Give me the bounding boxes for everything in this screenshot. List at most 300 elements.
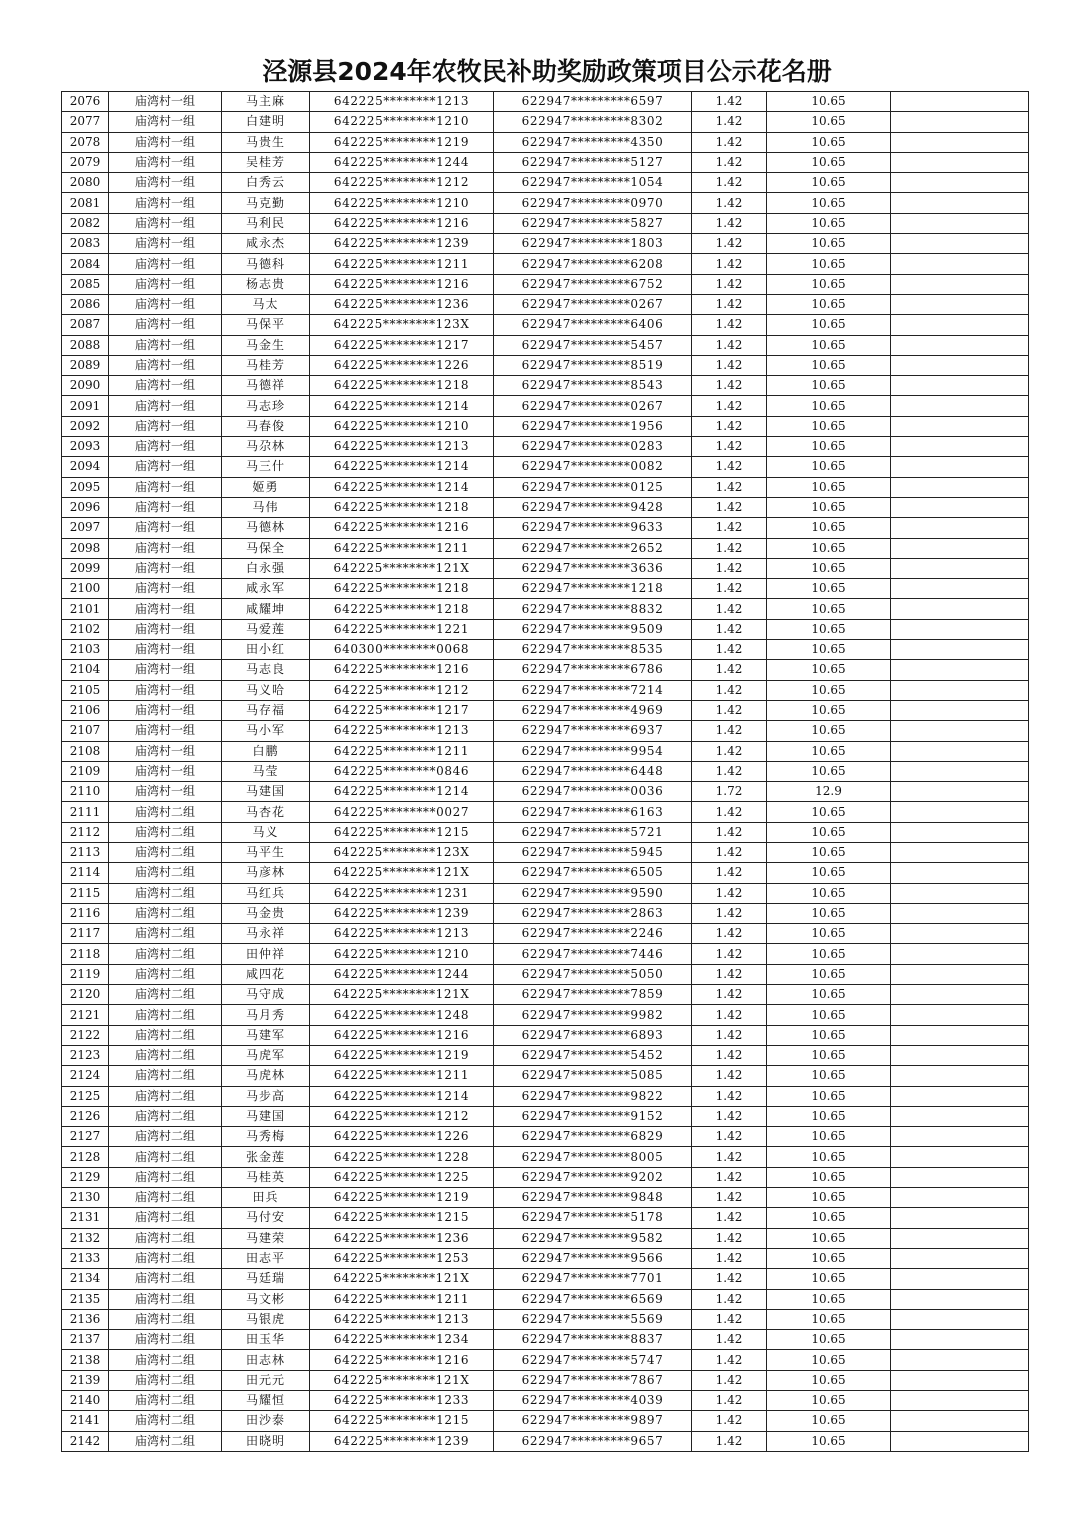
remark-cell <box>891 1411 1029 1431</box>
account-number-cell: 622947*********6208 <box>494 254 692 274</box>
remark-cell <box>891 274 1029 294</box>
table-row <box>62 741 1029 761</box>
amount-cell: 10.65 <box>767 619 891 639</box>
table-row <box>62 193 1029 213</box>
area-cell: 1.42 <box>692 132 767 152</box>
id-number-cell: 642225********1234 <box>310 1330 494 1350</box>
village-group-cell: 庙湾村一组 <box>109 721 222 741</box>
name-cell: 马建国 <box>222 782 310 802</box>
amount-cell: 10.65 <box>767 1309 891 1329</box>
table-row <box>62 964 1029 984</box>
account-number-cell: 622947*********1054 <box>494 173 692 193</box>
village-group-cell: 庙湾村二组 <box>109 1289 222 1309</box>
area-cell: 1.42 <box>692 944 767 964</box>
table-row <box>62 985 1029 1005</box>
remark-cell <box>891 964 1029 984</box>
village-group-cell: 庙湾村一组 <box>109 92 222 112</box>
name-cell: 姬勇 <box>222 477 310 497</box>
name-cell: 马太 <box>222 294 310 314</box>
remark-cell <box>891 1228 1029 1248</box>
id-number-cell: 642225********1216 <box>310 660 494 680</box>
table-row <box>62 1370 1029 1390</box>
amount-cell: 10.65 <box>767 457 891 477</box>
amount-cell: 10.65 <box>767 1106 891 1126</box>
area-cell: 1.42 <box>692 173 767 193</box>
account-number-cell: 622947*********7214 <box>494 680 692 700</box>
area-cell: 1.42 <box>692 1330 767 1350</box>
remark-cell <box>891 355 1029 375</box>
village-group-cell: 庙湾村一组 <box>109 193 222 213</box>
row-number-cell: 2113 <box>62 842 109 862</box>
area-cell: 1.42 <box>692 1208 767 1228</box>
id-number-cell: 642225********1210 <box>310 944 494 964</box>
remark-cell <box>891 538 1029 558</box>
table-row <box>62 335 1029 355</box>
amount-cell: 10.65 <box>767 1167 891 1187</box>
village-group-cell: 庙湾村一组 <box>109 700 222 720</box>
remark-cell <box>891 1188 1029 1208</box>
row-number-cell: 2127 <box>62 1127 109 1147</box>
account-number-cell: 622947*********5050 <box>494 964 692 984</box>
account-number-cell: 622947*********8519 <box>494 355 692 375</box>
table-row <box>62 802 1029 822</box>
name-cell: 张金莲 <box>222 1147 310 1167</box>
remark-cell <box>891 1106 1029 1126</box>
area-cell: 1.42 <box>692 1005 767 1025</box>
account-number-cell: 622947*********8302 <box>494 112 692 132</box>
village-group-cell: 庙湾村二组 <box>109 1005 222 1025</box>
name-cell: 马金贵 <box>222 903 310 923</box>
village-group-cell: 庙湾村一组 <box>109 335 222 355</box>
village-group-cell: 庙湾村二组 <box>109 883 222 903</box>
row-number-cell: 2078 <box>62 132 109 152</box>
table-row <box>62 1248 1029 1268</box>
area-cell: 1.42 <box>692 883 767 903</box>
table-row <box>62 173 1029 193</box>
amount-cell: 10.65 <box>767 477 891 497</box>
village-group-cell: 庙湾村一组 <box>109 599 222 619</box>
village-group-cell: 庙湾村一组 <box>109 173 222 193</box>
remark-cell <box>891 477 1029 497</box>
row-number-cell: 2131 <box>62 1208 109 1228</box>
village-group-cell: 庙湾村一组 <box>109 376 222 396</box>
roster-table <box>61 91 1029 1452</box>
table-row <box>62 1045 1029 1065</box>
row-number-cell: 2108 <box>62 741 109 761</box>
id-number-cell: 642225********1214 <box>310 1086 494 1106</box>
area-cell: 1.42 <box>692 842 767 862</box>
account-number-cell: 622947*********6829 <box>494 1127 692 1147</box>
name-cell: 马德祥 <box>222 376 310 396</box>
id-number-cell: 642225********1244 <box>310 152 494 172</box>
area-cell: 1.42 <box>692 1127 767 1147</box>
id-number-cell: 642225********121X <box>310 558 494 578</box>
remark-cell <box>891 944 1029 964</box>
id-number-cell: 642225********0027 <box>310 802 494 822</box>
table-row <box>62 863 1029 883</box>
account-number-cell: 622947*********4969 <box>494 700 692 720</box>
name-cell: 马金生 <box>222 335 310 355</box>
row-number-cell: 2094 <box>62 457 109 477</box>
area-cell: 1.42 <box>692 1086 767 1106</box>
table-row <box>62 640 1029 660</box>
account-number-cell: 622947*********7859 <box>494 985 692 1005</box>
name-cell: 田兵 <box>222 1188 310 1208</box>
id-number-cell: 642225********1215 <box>310 822 494 842</box>
id-number-cell: 642225********1213 <box>310 924 494 944</box>
village-group-cell: 庙湾村一组 <box>109 741 222 761</box>
village-group-cell: 庙湾村二组 <box>109 1208 222 1228</box>
village-group-cell: 庙湾村一组 <box>109 234 222 254</box>
account-number-cell: 622947*********5569 <box>494 1309 692 1329</box>
table-row <box>62 1086 1029 1106</box>
remark-cell <box>891 396 1029 416</box>
row-number-cell: 2106 <box>62 700 109 720</box>
name-cell: 马贵生 <box>222 132 310 152</box>
table-row <box>62 497 1029 517</box>
area-cell: 1.42 <box>692 660 767 680</box>
area-cell: 1.42 <box>692 437 767 457</box>
account-number-cell: 622947*********6163 <box>494 802 692 822</box>
amount-cell: 10.65 <box>767 1289 891 1309</box>
village-group-cell: 庙湾村二组 <box>109 802 222 822</box>
area-cell: 1.42 <box>692 640 767 660</box>
amount-cell: 10.65 <box>767 1330 891 1350</box>
table-row <box>62 924 1029 944</box>
table-row <box>62 1228 1029 1248</box>
account-number-cell: 622947*********2246 <box>494 924 692 944</box>
account-number-cell: 622947*********2863 <box>494 903 692 923</box>
row-number-cell: 2096 <box>62 497 109 517</box>
account-number-cell: 622947*********5085 <box>494 1066 692 1086</box>
area-cell: 1.42 <box>692 1025 767 1045</box>
name-cell: 马文彬 <box>222 1289 310 1309</box>
area-cell: 1.42 <box>692 1188 767 1208</box>
table-row <box>62 112 1029 132</box>
name-cell: 马利民 <box>222 213 310 233</box>
amount-cell: 10.65 <box>767 234 891 254</box>
name-cell: 白建明 <box>222 112 310 132</box>
row-number-cell: 2081 <box>62 193 109 213</box>
area-cell: 1.42 <box>692 396 767 416</box>
account-number-cell: 622947*********1218 <box>494 579 692 599</box>
remark-cell <box>891 1391 1029 1411</box>
area-cell: 1.42 <box>692 924 767 944</box>
account-number-cell: 622947*********7701 <box>494 1269 692 1289</box>
id-number-cell: 642225********1218 <box>310 599 494 619</box>
amount-cell: 10.65 <box>767 1411 891 1431</box>
village-group-cell: 庙湾村一组 <box>109 396 222 416</box>
name-cell: 咸耀坤 <box>222 599 310 619</box>
account-number-cell: 622947*********5721 <box>494 822 692 842</box>
account-number-cell: 622947*********6786 <box>494 660 692 680</box>
table-row <box>62 1330 1029 1350</box>
remark-cell <box>891 883 1029 903</box>
amount-cell: 10.65 <box>767 741 891 761</box>
remark-cell <box>891 1248 1029 1268</box>
table-row <box>62 1309 1029 1329</box>
row-number-cell: 2140 <box>62 1391 109 1411</box>
village-group-cell: 庙湾村二组 <box>109 842 222 862</box>
area-cell: 1.42 <box>692 92 767 112</box>
row-number-cell: 2124 <box>62 1066 109 1086</box>
row-number-cell: 2126 <box>62 1106 109 1126</box>
amount-cell: 10.65 <box>767 294 891 314</box>
area-cell: 1.42 <box>692 1431 767 1451</box>
remark-cell <box>891 1127 1029 1147</box>
area-cell: 1.42 <box>692 315 767 335</box>
village-group-cell: 庙湾村一组 <box>109 782 222 802</box>
area-cell: 1.42 <box>692 518 767 538</box>
name-cell: 马莹 <box>222 761 310 781</box>
village-group-cell: 庙湾村二组 <box>109 964 222 984</box>
table-row <box>62 437 1029 457</box>
account-number-cell: 622947*********8837 <box>494 1330 692 1350</box>
row-number-cell: 2080 <box>62 173 109 193</box>
area-cell: 1.42 <box>692 213 767 233</box>
area-cell: 1.42 <box>692 1248 767 1268</box>
remark-cell <box>891 1066 1029 1086</box>
row-number-cell: 2103 <box>62 640 109 660</box>
amount-cell: 10.65 <box>767 599 891 619</box>
id-number-cell: 642225********1213 <box>310 437 494 457</box>
village-group-cell: 庙湾村二组 <box>109 1248 222 1268</box>
area-cell: 1.42 <box>692 619 767 639</box>
table-row <box>62 842 1029 862</box>
amount-cell: 10.65 <box>767 640 891 660</box>
area-cell: 1.42 <box>692 903 767 923</box>
table-row <box>62 721 1029 741</box>
account-number-cell: 622947*********6752 <box>494 274 692 294</box>
table-row <box>62 1147 1029 1167</box>
account-number-cell: 622947*********0267 <box>494 396 692 416</box>
area-cell: 1.42 <box>692 1147 767 1167</box>
account-number-cell: 622947*********2652 <box>494 538 692 558</box>
row-number-cell: 2129 <box>62 1167 109 1187</box>
row-number-cell: 2083 <box>62 234 109 254</box>
area-cell: 1.72 <box>692 782 767 802</box>
account-number-cell: 622947*********9152 <box>494 1106 692 1126</box>
table-row <box>62 477 1029 497</box>
table-row <box>62 619 1029 639</box>
table-row <box>62 315 1029 335</box>
amount-cell: 10.65 <box>767 132 891 152</box>
name-cell: 马红兵 <box>222 883 310 903</box>
village-group-cell: 庙湾村一组 <box>109 619 222 639</box>
row-number-cell: 2128 <box>62 1147 109 1167</box>
village-group-cell: 庙湾村一组 <box>109 254 222 274</box>
table-row <box>62 254 1029 274</box>
id-number-cell: 642225********1219 <box>310 1045 494 1065</box>
remark-cell <box>891 92 1029 112</box>
amount-cell: 10.65 <box>767 985 891 1005</box>
amount-cell: 10.65 <box>767 1248 891 1268</box>
area-cell: 1.42 <box>692 477 767 497</box>
amount-cell: 10.65 <box>767 152 891 172</box>
row-number-cell: 2090 <box>62 376 109 396</box>
row-number-cell: 2089 <box>62 355 109 375</box>
table-row <box>62 152 1029 172</box>
id-number-cell: 642225********1214 <box>310 477 494 497</box>
area-cell: 1.42 <box>692 193 767 213</box>
name-cell: 马杏花 <box>222 802 310 822</box>
village-group-cell: 庙湾村二组 <box>109 1106 222 1126</box>
id-number-cell: 640300********0068 <box>310 640 494 660</box>
id-number-cell: 642225********1239 <box>310 234 494 254</box>
amount-cell: 10.65 <box>767 376 891 396</box>
row-number-cell: 2111 <box>62 802 109 822</box>
account-number-cell: 622947*********4039 <box>494 1391 692 1411</box>
row-number-cell: 2141 <box>62 1411 109 1431</box>
table-row <box>62 1411 1029 1431</box>
area-cell: 1.42 <box>692 1045 767 1065</box>
area-cell: 1.42 <box>692 985 767 1005</box>
account-number-cell: 622947*********0283 <box>494 437 692 457</box>
area-cell: 1.42 <box>692 1106 767 1126</box>
village-group-cell: 庙湾村二组 <box>109 1391 222 1411</box>
amount-cell: 10.65 <box>767 335 891 355</box>
account-number-cell: 622947*********0970 <box>494 193 692 213</box>
remark-cell <box>891 558 1029 578</box>
name-cell: 马守成 <box>222 985 310 1005</box>
id-number-cell: 642225********0846 <box>310 761 494 781</box>
table-row <box>62 660 1029 680</box>
remark-cell <box>891 457 1029 477</box>
account-number-cell: 622947*********9982 <box>494 1005 692 1025</box>
table-row <box>62 599 1029 619</box>
account-number-cell: 622947*********9566 <box>494 1248 692 1268</box>
row-number-cell: 2110 <box>62 782 109 802</box>
account-number-cell: 622947*********6448 <box>494 761 692 781</box>
id-number-cell: 642225********1212 <box>310 1106 494 1126</box>
name-cell: 马步高 <box>222 1086 310 1106</box>
id-number-cell: 642225********1233 <box>310 1391 494 1411</box>
account-number-cell: 622947*********5827 <box>494 213 692 233</box>
row-number-cell: 2139 <box>62 1370 109 1390</box>
name-cell: 咸永杰 <box>222 234 310 254</box>
row-number-cell: 2118 <box>62 944 109 964</box>
account-number-cell: 622947*********9954 <box>494 741 692 761</box>
table-row <box>62 416 1029 436</box>
village-group-cell: 庙湾村一组 <box>109 315 222 335</box>
row-number-cell: 2121 <box>62 1005 109 1025</box>
id-number-cell: 642225********1217 <box>310 700 494 720</box>
account-number-cell: 622947*********4350 <box>494 132 692 152</box>
row-number-cell: 2119 <box>62 964 109 984</box>
row-number-cell: 2092 <box>62 416 109 436</box>
remark-cell <box>891 761 1029 781</box>
id-number-cell: 642225********1217 <box>310 335 494 355</box>
account-number-cell: 622947*********5452 <box>494 1045 692 1065</box>
row-number-cell: 2104 <box>62 660 109 680</box>
amount-cell: 10.65 <box>767 1228 891 1248</box>
village-group-cell: 庙湾村二组 <box>109 924 222 944</box>
account-number-cell: 622947*********9633 <box>494 518 692 538</box>
area-cell: 1.42 <box>692 497 767 517</box>
name-cell: 咸四花 <box>222 964 310 984</box>
amount-cell: 10.65 <box>767 924 891 944</box>
village-group-cell: 庙湾村二组 <box>109 1086 222 1106</box>
id-number-cell: 642225********1213 <box>310 1309 494 1329</box>
area-cell: 1.42 <box>692 1167 767 1187</box>
remark-cell <box>891 335 1029 355</box>
area-cell: 1.42 <box>692 741 767 761</box>
table-row <box>62 883 1029 903</box>
name-cell: 马建国 <box>222 1106 310 1126</box>
table-row <box>62 1269 1029 1289</box>
name-cell: 田志林 <box>222 1350 310 1370</box>
account-number-cell: 622947*********9657 <box>494 1431 692 1451</box>
village-group-cell: 庙湾村二组 <box>109 1066 222 1086</box>
area-cell: 1.42 <box>692 294 767 314</box>
remark-cell <box>891 863 1029 883</box>
id-number-cell: 642225********1221 <box>310 619 494 639</box>
area-cell: 1.42 <box>692 863 767 883</box>
id-number-cell: 642225********1210 <box>310 112 494 132</box>
remark-cell <box>891 112 1029 132</box>
row-number-cell: 2136 <box>62 1309 109 1329</box>
id-number-cell: 642225********1228 <box>310 1147 494 1167</box>
account-number-cell: 622947*********7446 <box>494 944 692 964</box>
remark-cell <box>891 842 1029 862</box>
village-group-cell: 庙湾村一组 <box>109 680 222 700</box>
id-number-cell: 642225********1216 <box>310 274 494 294</box>
row-number-cell: 2087 <box>62 315 109 335</box>
village-group-cell: 庙湾村二组 <box>109 863 222 883</box>
area-cell: 1.42 <box>692 558 767 578</box>
row-number-cell: 2123 <box>62 1045 109 1065</box>
id-number-cell: 642225********1231 <box>310 883 494 903</box>
account-number-cell: 622947*********6937 <box>494 721 692 741</box>
name-cell: 马付安 <box>222 1208 310 1228</box>
area-cell: 1.42 <box>692 1269 767 1289</box>
village-group-cell: 庙湾村一组 <box>109 457 222 477</box>
account-number-cell: 622947*********9848 <box>494 1188 692 1208</box>
name-cell: 马克勤 <box>222 193 310 213</box>
table-row <box>62 518 1029 538</box>
table-row <box>62 1289 1029 1309</box>
area-cell: 1.42 <box>692 1411 767 1431</box>
id-number-cell: 642225********1215 <box>310 1411 494 1431</box>
table-row <box>62 376 1029 396</box>
area-cell: 1.42 <box>692 700 767 720</box>
table-row <box>62 1066 1029 1086</box>
name-cell: 田仲祥 <box>222 944 310 964</box>
table-row <box>62 761 1029 781</box>
village-group-cell: 庙湾村一组 <box>109 213 222 233</box>
area-cell: 1.42 <box>692 822 767 842</box>
table-row <box>62 1025 1029 1045</box>
remark-cell <box>891 1370 1029 1390</box>
id-number-cell: 642225********1218 <box>310 497 494 517</box>
village-group-cell: 庙湾村一组 <box>109 355 222 375</box>
account-number-cell: 622947*********6597 <box>494 92 692 112</box>
remark-cell <box>891 680 1029 700</box>
village-group-cell: 庙湾村二组 <box>109 822 222 842</box>
id-number-cell: 642225********1212 <box>310 680 494 700</box>
account-number-cell: 622947*********0125 <box>494 477 692 497</box>
table-row <box>62 1208 1029 1228</box>
remark-cell <box>891 822 1029 842</box>
id-number-cell: 642225********1216 <box>310 213 494 233</box>
table-row <box>62 132 1029 152</box>
id-number-cell: 642225********121X <box>310 985 494 1005</box>
name-cell: 咸永军 <box>222 579 310 599</box>
name-cell: 马虎军 <box>222 1045 310 1065</box>
village-group-cell: 庙湾村一组 <box>109 497 222 517</box>
row-number-cell: 2091 <box>62 396 109 416</box>
name-cell: 马志良 <box>222 660 310 680</box>
